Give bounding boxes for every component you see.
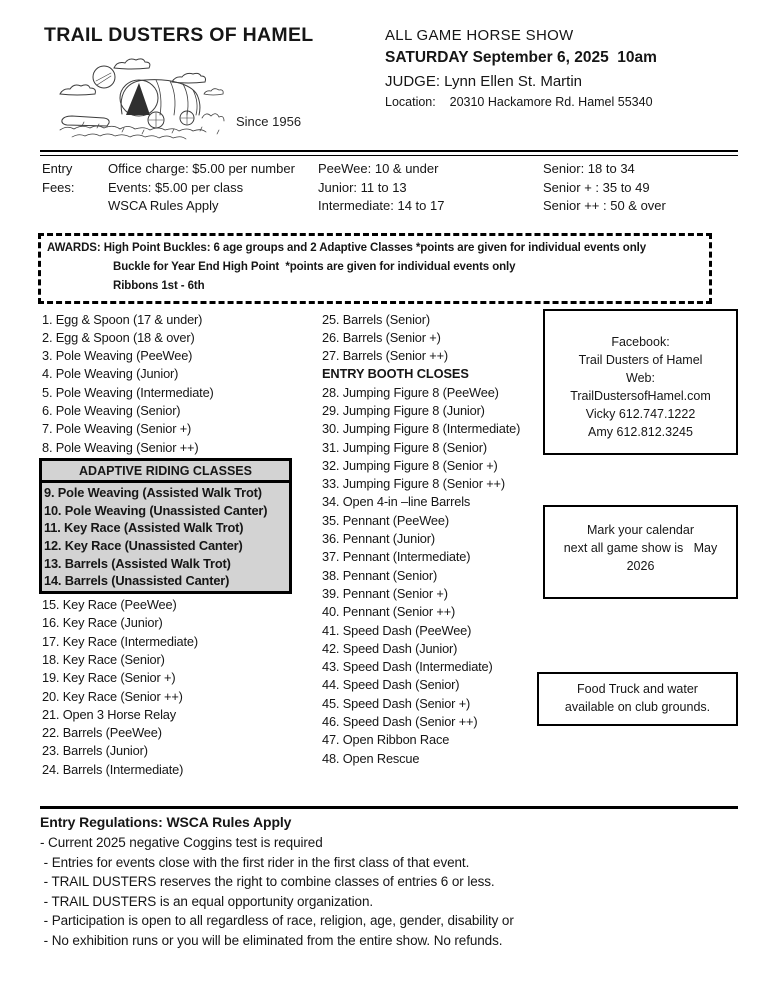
- event-item: 3. Pole Weaving (PeeWee): [42, 348, 193, 364]
- event-item: 5. Pole Weaving (Intermediate): [42, 384, 214, 400]
- event-item: 23. Barrels (Junior): [42, 743, 148, 759]
- food-truck-box: [537, 672, 738, 726]
- event-item: 20. Key Race (Senior ++): [42, 688, 183, 704]
- adaptive-event-item: 9. Pole Weaving (Assisted Walk Trot): [44, 484, 262, 500]
- event-item: 4. Pole Weaving (Junior): [42, 366, 179, 382]
- senior-group-line: Senior ++ : 50 & over: [543, 198, 666, 213]
- event-item: 8. Pole Weaving (Senior ++): [42, 439, 199, 455]
- event-item: 17. Key Race (Intermediate): [42, 633, 198, 649]
- calendar-box: [543, 505, 738, 599]
- fees-charges-column: [108, 160, 318, 216]
- event-item: 19. Key Race (Senior +): [42, 670, 176, 686]
- adaptive-events-9-14: [42, 483, 289, 591]
- fee-charge-line: WSCA Rules Apply: [108, 198, 219, 213]
- show-title: ALL GAME HORSE SHOW: [385, 27, 574, 44]
- awards-line-1: AWARDS: High Point Buckles: 6 age groups and 2 Adaptive Classes *points are given for individual events only: [47, 241, 647, 254]
- event-item: 33. Jumping Figure 8 (Senior ++): [322, 476, 505, 492]
- event-item: 43. Speed Dash (Intermediate): [322, 659, 493, 675]
- adaptive-classes-title: ADAPTIVE RIDING CLASSES: [42, 461, 289, 483]
- events-1-8: [42, 311, 322, 457]
- calendar-line: next all game show is May: [563, 540, 718, 555]
- contact-line: TrailDustersofHamel.com: [570, 388, 711, 403]
- regulations-section: [40, 806, 738, 950]
- awards-box: [38, 233, 712, 304]
- adaptive-event-item: 13. Barrels (Assisted Walk Trot): [44, 555, 231, 571]
- event-item: 37. Pennant (Intermediate): [322, 549, 471, 565]
- senior-group-line: Senior: 18 to 34: [543, 161, 635, 176]
- event-item: 27. Barrels (Senior ++): [322, 348, 448, 364]
- event-list-column-1: [42, 311, 322, 780]
- events-25-27: [322, 311, 543, 366]
- event-item: 44. Speed Dash (Senior): [322, 677, 460, 693]
- adaptive-event-item: 10. Pole Weaving (Unassisted Canter): [44, 502, 268, 518]
- sidebar: [543, 311, 738, 780]
- event-item: 29. Jumping Figure 8 (Junior): [322, 402, 485, 418]
- event-item: 7. Pole Weaving (Senior +): [42, 421, 192, 437]
- event-item: 38. Pennant (Senior): [322, 567, 438, 583]
- fees-age-groups-column: [318, 160, 543, 216]
- org-title: TRAIL DUSTERS OF HAMEL: [44, 24, 314, 46]
- fee-label-line: Fees:: [42, 179, 75, 195]
- fees-section: [42, 160, 738, 216]
- covered-wagon-icon: [52, 54, 238, 144]
- event-item: 35. Pennant (PeeWee): [322, 512, 449, 528]
- awards-line-3: Ribbons 1st - 6th: [113, 279, 205, 292]
- since-label: Since 1956: [236, 114, 302, 129]
- calendar-line: 2026: [626, 558, 655, 573]
- event-item: 41. Speed Dash (PeeWee): [322, 622, 472, 638]
- event-item: 6. Pole Weaving (Senior): [42, 402, 181, 418]
- show-judge: JUDGE: Lynn Ellen St. Martin: [385, 72, 583, 90]
- show-datetime: SATURDAY September 6, 2025 10am: [385, 49, 657, 66]
- event-item: 46. Speed Dash (Senior ++): [322, 714, 478, 730]
- event-item: 21. Open 3 Horse Relay: [42, 706, 176, 722]
- contact-line: Facebook:: [611, 334, 670, 349]
- food-truck-line: available on club grounds.: [564, 700, 711, 714]
- entry-booth-closes-note: ENTRY BOOTH CLOSES: [322, 366, 469, 382]
- contact-line: Vicky 612.747.1222: [585, 406, 696, 421]
- show-info: [385, 28, 657, 108]
- regulation-item: - No exhibition runs or you will be eliminated from the entire show. No refunds.: [40, 932, 503, 948]
- regulation-item: - Entries for events close with the first rider in the first class of that event.: [40, 854, 470, 870]
- event-item: 24. Barrels (Intermediate): [42, 761, 184, 777]
- event-item: 45. Speed Dash (Senior +): [322, 695, 471, 711]
- show-location: Location: 20310 Hackamore Rd. Hamel 55340: [385, 94, 653, 109]
- events-15-24: [42, 596, 322, 779]
- event-item: 25. Barrels (Senior): [322, 311, 430, 327]
- age-group-line: Junior: 11 to 13: [318, 179, 407, 195]
- event-item: 28. Jumping Figure 8 (PeeWee): [322, 384, 499, 400]
- event-item: 48. Open Rescue: [322, 750, 420, 766]
- event-item: 36. Pennant (Junior): [322, 531, 435, 547]
- fee-charge-line: Events: $5.00 per class: [108, 179, 244, 195]
- event-item: 40. Pennant (Senior ++): [322, 604, 456, 620]
- calendar-line: Mark your calendar: [587, 522, 694, 537]
- adaptive-event-item: 14. Barrels (Unassisted Canter): [44, 573, 230, 589]
- event-item: 34. Open 4-in –line Barrels: [322, 494, 471, 510]
- awards-line-2: Buckle for Year End High Point *points are given for individual events only: [113, 260, 516, 273]
- event-item: 18. Key Race (Senior): [42, 651, 165, 667]
- contact-line: Trail Dusters of Hamel: [578, 352, 703, 367]
- contact-box: [543, 309, 738, 455]
- fees-label-column: [42, 160, 108, 216]
- event-item: 47. Open Ribbon Race: [322, 732, 450, 748]
- event-list-column-2: [322, 311, 543, 780]
- fee-charge-line: Office charge: $5.00 per number: [108, 161, 295, 176]
- contact-line: Web:: [626, 370, 655, 385]
- regulation-item: - TRAIL DUSTERS reserves the right to combine classes of entries 6 or less.: [40, 874, 495, 890]
- event-item: 39. Pennant (Senior +): [322, 585, 448, 601]
- events-28-48: [322, 384, 543, 768]
- senior-group-line: Senior + : 35 to 49: [543, 179, 650, 195]
- age-group-line: PeeWee: 10 & under: [318, 161, 439, 176]
- header: [0, 0, 768, 150]
- regulation-item: - Participation is open to all regardless of race, religion, age, gender, disability or: [40, 913, 514, 929]
- age-group-line: Intermediate: 14 to 17: [318, 198, 445, 213]
- regulation-item: - Current 2025 negative Coggins test is required: [40, 835, 323, 851]
- adaptive-event-item: 12. Key Race (Unassisted Canter): [44, 537, 243, 553]
- adaptive-event-item: 11. Key Race (Assisted Walk Trot): [44, 520, 244, 536]
- event-item: 31. Jumping Figure 8 (Senior): [322, 439, 487, 455]
- contact-line: Amy 612.812.3245: [588, 424, 693, 439]
- adaptive-classes-box: [39, 458, 292, 594]
- event-item: 42. Speed Dash (Junior): [322, 640, 458, 656]
- event-item: 15. Key Race (PeeWee): [42, 597, 177, 613]
- regulations-list: [40, 833, 738, 950]
- regulation-item: - TRAIL DUSTERS is an equal opportunity organization.: [40, 893, 374, 909]
- event-item: 2. Egg & Spoon (18 & over): [42, 329, 195, 345]
- regulations-title: Entry Regulations: WSCA Rules Apply: [40, 814, 292, 831]
- event-item: 30. Jumping Figure 8 (Intermediate): [322, 421, 521, 437]
- event-item: 22. Barrels (PeeWee): [42, 725, 162, 741]
- food-truck-line: Food Truck and water: [577, 681, 698, 696]
- event-item: 32. Jumping Figure 8 (Senior +): [322, 457, 498, 473]
- fees-senior-groups-column: [543, 160, 738, 216]
- fee-label-line: Entry: [42, 161, 73, 176]
- event-item: 1. Egg & Spoon (17 & under): [42, 311, 203, 327]
- event-item: 26. Barrels (Senior +): [322, 329, 441, 345]
- event-item: 16. Key Race (Junior): [42, 615, 163, 631]
- event-lists: [42, 311, 738, 780]
- fees-top-rule: [40, 150, 738, 156]
